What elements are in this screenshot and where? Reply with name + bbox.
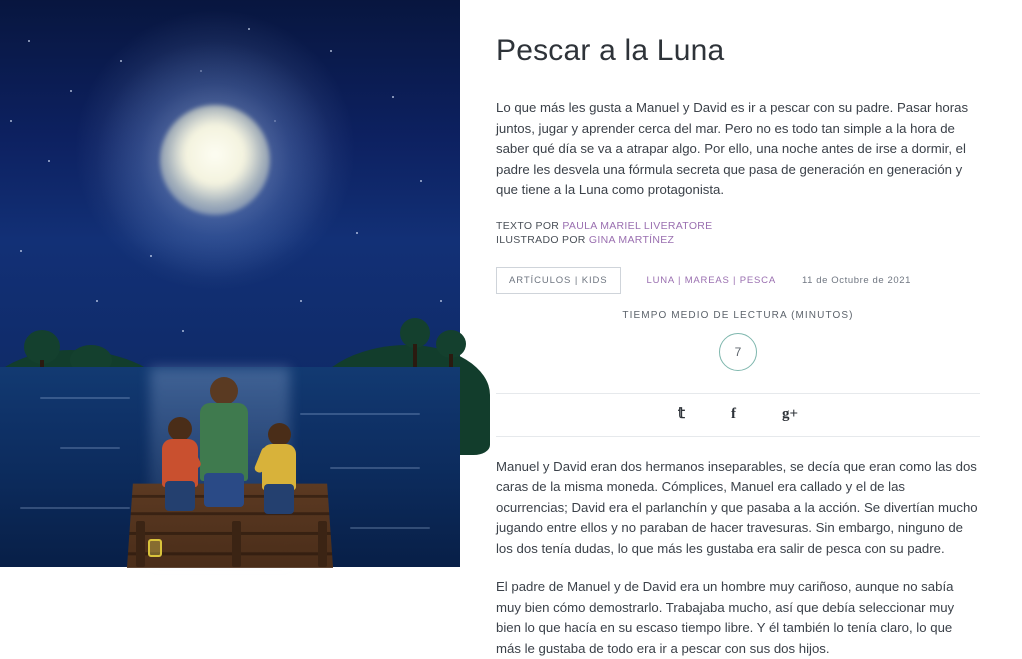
tag-list[interactable]: LUNA | MAREAS | PESCA bbox=[647, 275, 776, 286]
figure-child-left bbox=[160, 417, 204, 512]
dock-post bbox=[232, 521, 241, 567]
article-body bbox=[496, 437, 980, 659]
publish-date: 11 de Octubre de 2021 bbox=[802, 275, 911, 286]
article-lead: Lo que más les gusta a Manuel y David es ir a pescar con su padre. Pasar horas juntos, jugar y aprender cerca del mar. Pero no es todo tan simple a la hora de saber qué día se va a atrapar algo. Por ello, una noche antes de irse a dormir, el padre les desvela una fórmula secreta que pasa de generación en generación y que tiene a la Luna como protagonista. bbox=[496, 98, 980, 201]
moon-icon bbox=[160, 105, 270, 215]
category-badge[interactable]: ARTÍCULOS | KIDS bbox=[496, 267, 621, 294]
social-share-bar bbox=[496, 394, 980, 436]
dock-post bbox=[136, 521, 145, 567]
body-paragraph: El padre de Manuel y de David era un hombre muy cariñoso, aunque no sabía muy bien cómo demostrarlo. Trabajaba mucho, así que debía seleccionar muy bien lo que hacía en su escaso tiempo libre. Y él también lo tenía claro, lo que más le gustaba de todo era ir a pescar con sus dos hijos. bbox=[496, 577, 980, 659]
article-hero-illustration bbox=[0, 0, 460, 567]
lantern-icon bbox=[148, 539, 162, 557]
figure-father bbox=[196, 377, 252, 507]
text-credit-label: TEXTO POR bbox=[496, 220, 559, 232]
illustration-credit-label: ILUSTRADO POR bbox=[496, 234, 586, 246]
text-credit-line bbox=[496, 219, 980, 233]
twitter-icon[interactable]: 𝕥 bbox=[678, 407, 685, 422]
article-meta-row bbox=[496, 267, 980, 294]
google-plus-icon[interactable]: g+ bbox=[782, 407, 798, 422]
figure-child-right bbox=[258, 423, 302, 515]
dock-post bbox=[318, 521, 327, 567]
article-content bbox=[460, 0, 1022, 567]
reading-time-label: TIEMPO MEDIO DE LECTURA (MINUTOS) bbox=[496, 310, 980, 321]
text-author-link[interactable]: PAULA MARIEL LIVERATORE bbox=[562, 220, 712, 232]
facebook-icon[interactable]: f bbox=[731, 407, 736, 422]
article-credits bbox=[496, 219, 980, 247]
illustrator-link[interactable]: GINA MARTÍNEZ bbox=[589, 234, 674, 246]
reading-time-badge: 7 bbox=[719, 333, 757, 371]
page-title: Pescar a la Luna bbox=[496, 34, 980, 68]
body-paragraph: Manuel y David eran dos hermanos inseparables, se decía que eran como las dos caras de la misma moneda. Cómplices, Manuel era callado y el de las ocurrencias; David era el parlanchín y que pasaba a la acción. Se divertían mucho jugando entre ellos y no paraban de hacer travesuras. Sin embargo, ninguno de los dos tenía dudas, lo que más les gustaba era salir de pesca con su padre. bbox=[496, 457, 980, 560]
illustration-credit-line bbox=[496, 233, 980, 247]
